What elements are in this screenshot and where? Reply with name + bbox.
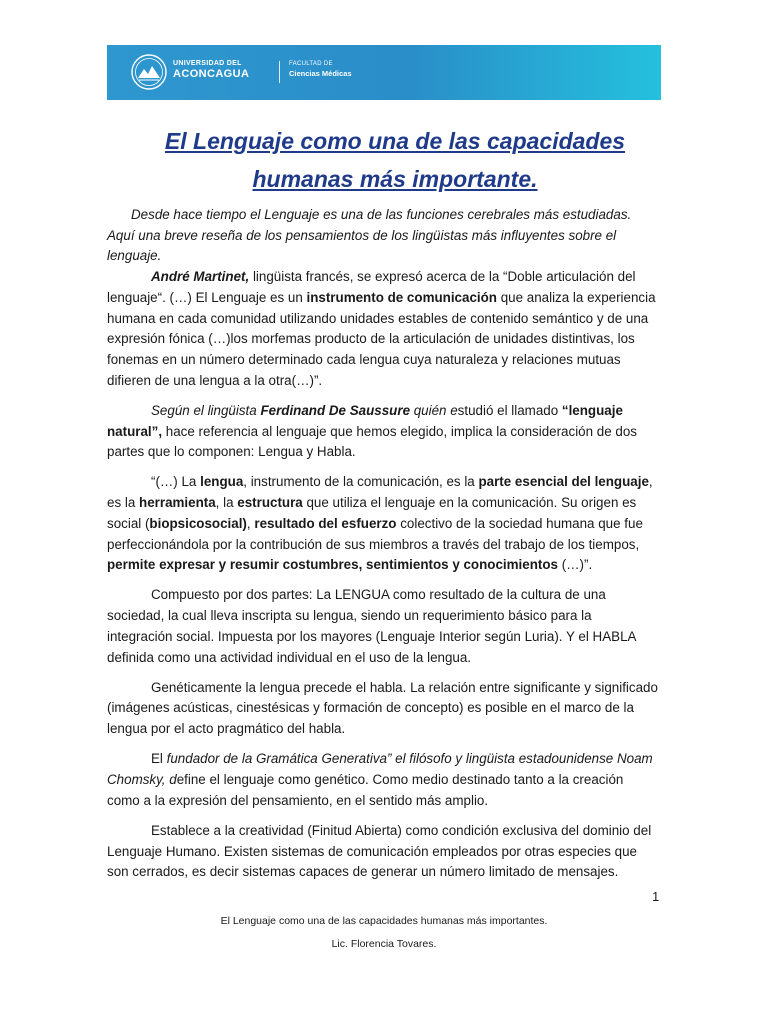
lengua-bold-5: biopsicosocial) bbox=[149, 515, 247, 531]
martinet-paragraph bbox=[107, 267, 659, 391]
faculty-name-line2: Ciencias Médicas bbox=[289, 69, 352, 78]
university-name bbox=[173, 60, 249, 80]
martinet-name: André Martinet, bbox=[151, 269, 250, 285]
banner-divider bbox=[279, 61, 280, 83]
title-line1: El Lenguaje como una de las capacidades bbox=[164, 128, 626, 154]
lengua-text-6: , bbox=[246, 515, 255, 531]
creatividad-text: Establece a la creatividad (Finitud Abierta) como condición exclusiva del dominio del Lenguaje Humano. Existen sistemas de comunicación empleados por otras especies que son cerrados, es decir sistemas capaces de generar un número limitado de mensajes. bbox=[107, 822, 652, 880]
lengua-text-5: que utiliza el lenguaje en la comunicación. Su origen es social ( bbox=[107, 495, 637, 531]
footer-title: El Lenguaje como una de las capacidades humanas más importantes. bbox=[220, 915, 548, 927]
document-title bbox=[120, 122, 670, 198]
martinet-text-1: lingüista francés, se expresó acerca de la “Doble articulación del lenguaje“. (…) El Lenguaje es un bbox=[107, 269, 636, 305]
lengua-text-3: , es la bbox=[107, 474, 653, 511]
faculty-name-line1: FACULTAD DE bbox=[289, 61, 333, 67]
saussure-text-1: studió el llamado bbox=[457, 402, 562, 418]
saussure-name: Ferdinand De Saussure bbox=[260, 402, 411, 418]
university-seal-icon bbox=[131, 54, 167, 90]
lengua-bold-3: herramienta bbox=[139, 495, 216, 511]
intro-text: Desde hace tiempo el Lenguaje es una de las funciones cerebrales más estudiadas. Aquí una breve reseña de los pensamientos de los lingüistas más influyentes sobre el lenguaje. bbox=[107, 207, 632, 264]
creatividad-paragraph bbox=[107, 821, 659, 883]
saussure-paragraph bbox=[107, 401, 659, 463]
intro-paragraph bbox=[107, 205, 659, 267]
compuesto-paragraph bbox=[107, 585, 659, 668]
lengua-paragraph bbox=[107, 472, 659, 576]
page-number: 1 bbox=[652, 889, 660, 904]
lengua-text-4: , la bbox=[215, 495, 238, 511]
compuesto-text: Compuesto por dos partes: La LENGUA como resultado de la cultura de una sociedad, la cual lleva inscripta su lengua, siendo un requerimiento básico para la integración social. Impuesta por los mayores (Lenguaje Interior según Luria). Y el HABLA definida como una actividad individual en el uso de la lengua. bbox=[107, 587, 636, 665]
lengua-bold-6: resultado del esfuerzo bbox=[254, 515, 397, 531]
lengua-bold-2: parte esencial del lenguaje bbox=[478, 474, 649, 490]
header-banner bbox=[107, 45, 661, 100]
document-body bbox=[107, 205, 659, 893]
chomsky-text-1: El bbox=[151, 751, 167, 767]
faculty-name bbox=[289, 61, 352, 78]
lengua-text-7: colectivo de la sociedad humana que fue perfeccionándola por la contribución de sus miembros a través del trabajo de los tiempos, bbox=[107, 515, 643, 552]
lengua-text-1: “(…) La bbox=[151, 474, 201, 490]
martinet-bold-1: instrumento de comunicación bbox=[306, 289, 497, 305]
martinet-text-2: que analiza la experiencia humana en cada comunidad utilizando unidades estables de contenido semántico y de una expresión fónica (…)los morfemas producto de la articulación de unidades distintivas, los fonemas en un número determinado cada lengua cuya naturaleza y relaciones mutuas difieren de una lengua a la otra(…)”. bbox=[107, 289, 656, 388]
saussure-italic-2: quién e bbox=[410, 402, 458, 418]
lengua-bold-1: lengua bbox=[200, 474, 244, 490]
footer-author: Lic. Florencia Tovares. bbox=[331, 938, 437, 950]
saussure-italic-1: Según el lingüista bbox=[151, 402, 261, 418]
saussure-bold-1: “lenguaje natural”, bbox=[107, 402, 623, 439]
lengua-bold-7: permite expresar y resumir costumbres, sentimientos y conocimientos bbox=[107, 557, 558, 573]
genetica-text: Genéticamente la lengua precede el habla. La relación entre significante y significado (imágenes acústicas, cinestésicas y formación de concepto) es posible en el marco de la lengua por el acto pragmático del habla. bbox=[107, 679, 658, 737]
lengua-bold-4: estructura bbox=[237, 495, 303, 511]
chomsky-paragraph bbox=[107, 749, 659, 811]
university-name-line1: UNIVERSIDAD DEL bbox=[173, 60, 242, 67]
genetica-paragraph bbox=[107, 678, 659, 740]
lengua-text-2: , instrumento de la comunicación, es la bbox=[243, 474, 479, 490]
chomsky-text-2: efine el lenguaje como genético. Como medio destinado tanto a la creación como a la expresión del pensamiento, en el sentido más amplio. bbox=[107, 772, 624, 808]
chomsky-italic-1: fundador de la Gramática Generativa” el filósofo y lingüista estadounidense Noam Chomsky, d bbox=[107, 751, 653, 788]
saussure-text-2: hace referencia al lenguaje que hemos elegido, implica la consideración de dos partes que lo componen: Lengua y Habla. bbox=[107, 423, 637, 460]
university-name-line2: ACONCAGUA bbox=[173, 68, 250, 80]
title-line2: humanas más importante. bbox=[252, 166, 538, 192]
lengua-text-8: (…)”. bbox=[557, 557, 593, 573]
